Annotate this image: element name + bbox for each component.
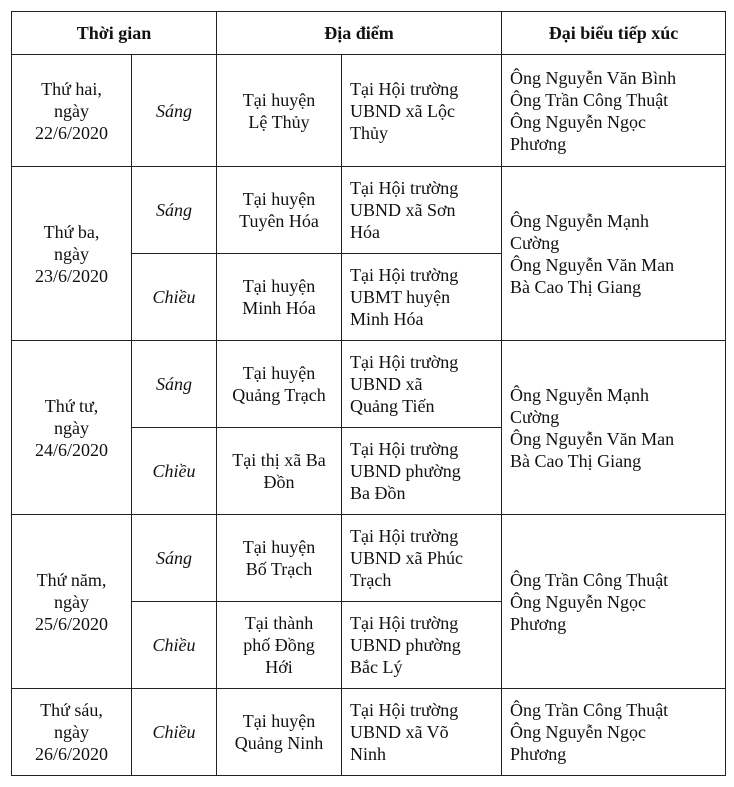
venue-line: Bắc Lý	[350, 657, 403, 677]
venue-line: Hóa	[350, 222, 380, 242]
session-cell: Sáng	[132, 341, 217, 428]
district-line: Đồn	[263, 472, 295, 492]
delegate-line: Ông Nguyễn Ngọc	[510, 111, 646, 132]
session-cell: Chiều	[132, 254, 217, 341]
district-cell	[217, 167, 342, 254]
day-line: 22/6/2020	[34, 122, 108, 143]
district-line: Quảng Trạch	[232, 385, 326, 405]
session-cell: Sáng	[132, 55, 217, 167]
venue-cell	[342, 167, 502, 254]
session-cell: Chiều	[132, 428, 217, 515]
district-cell	[217, 428, 342, 515]
delegates-cell	[502, 515, 726, 689]
venue-cell	[342, 341, 502, 428]
district-line: Minh Hóa	[242, 298, 316, 318]
day-line: ngày	[54, 243, 89, 264]
delegates-cell	[502, 167, 726, 341]
district-line: Tại huyện	[242, 189, 316, 209]
district-cell	[217, 515, 342, 602]
day-line: ngày	[54, 100, 89, 121]
venue-line: UBND xã Lộc	[350, 100, 455, 121]
district-line: Tuyên Hóa	[239, 211, 319, 231]
district-line: Tại thị xã Ba	[232, 450, 326, 470]
table-row	[12, 515, 726, 602]
venue-cell	[342, 254, 502, 341]
delegate-line: Ông Nguyễn Mạnh	[510, 210, 649, 231]
day-line: Thứ hai,	[41, 78, 102, 99]
district-line: Tại huyện	[242, 89, 316, 110]
table-row	[12, 689, 726, 776]
venue-line: UBND xã Phúc	[350, 548, 463, 568]
district-line: Tại thành	[244, 613, 314, 633]
district-cell	[217, 602, 342, 689]
delegate-line: Ông Nguyễn Văn Man	[510, 254, 675, 275]
district-cell	[217, 341, 342, 428]
venue-line: Tại Hội trường	[350, 78, 459, 99]
delegate-line: Ông Nguyễn Ngọc	[510, 591, 646, 612]
venue-line: UBND xã	[350, 374, 423, 394]
district-line: Tại huyện	[242, 276, 316, 296]
day-line: 23/6/2020	[34, 265, 108, 286]
day-cell	[12, 515, 132, 689]
venue-cell	[342, 602, 502, 689]
delegate-line: Ông Nguyễn Văn Bình	[510, 67, 677, 88]
venue-line: UBND phường	[350, 461, 461, 481]
header-delegates: Đại biểu tiếp xúc	[502, 12, 726, 55]
table-row	[12, 341, 726, 428]
session-cell: Sáng	[132, 515, 217, 602]
day-line: Thứ năm,	[36, 569, 107, 590]
delegate-line: Ông Nguyễn Mạnh	[510, 384, 649, 405]
table-row	[12, 55, 726, 167]
delegate-line: Ông Nguyễn Văn Man	[510, 428, 675, 449]
delegates-cell	[502, 341, 726, 515]
day-cell	[12, 341, 132, 515]
venue-line: Tại Hội trường	[350, 439, 459, 459]
delegates-cell	[502, 55, 726, 167]
venue-line: UBND xã Sơn	[350, 200, 456, 220]
venue-cell	[342, 55, 502, 167]
district-line: Tại huyện	[242, 711, 316, 731]
day-line: Thứ tư,	[44, 395, 99, 416]
venue-line: Quảng Tiến	[350, 396, 435, 416]
day-line: ngày	[54, 722, 89, 742]
district-line: Tại huyện	[242, 537, 316, 557]
header-row	[12, 12, 726, 55]
session-cell: Chiều	[132, 689, 217, 776]
day-line: Thứ sáu,	[40, 700, 103, 720]
day-line: ngày	[54, 417, 89, 438]
venue-line: Tại Hội trường	[350, 352, 459, 372]
venue-line: Minh Hóa	[350, 309, 424, 329]
delegate-line: Phương	[510, 613, 567, 634]
delegate-line: Bà Cao Thị Giang	[510, 450, 642, 471]
district-line: Hới	[265, 657, 293, 677]
delegate-line: Ông Trần Công Thuật	[510, 569, 669, 590]
venue-line: Thủy	[350, 122, 388, 143]
district-cell	[217, 689, 342, 776]
venue-cell	[342, 515, 502, 602]
district-cell	[217, 254, 342, 341]
venue-line: Ninh	[350, 744, 386, 764]
district-line: phố Đồng	[243, 635, 315, 655]
delegate-line: Ông Trần Công Thuật	[510, 89, 669, 110]
delegates-cell	[502, 689, 726, 776]
session-cell: Chiều	[132, 602, 217, 689]
venue-line: Ba Đồn	[350, 483, 406, 503]
venue-line: Tại Hội trường	[350, 700, 459, 720]
district-line: Lệ Thủy	[248, 111, 310, 132]
district-cell	[217, 55, 342, 167]
venue-line: Tại Hội trường	[350, 526, 459, 546]
venue-cell	[342, 428, 502, 515]
venue-line: Trạch	[350, 570, 392, 590]
venue-line: Tại Hội trường	[350, 178, 459, 198]
day-cell	[12, 167, 132, 341]
delegate-line: Cường	[510, 232, 560, 253]
day-line: 26/6/2020	[34, 744, 108, 764]
delegate-line: Phương	[510, 744, 567, 764]
venue-line: UBMT huyện	[350, 287, 451, 307]
delegate-line: Ông Trần Công Thuật	[510, 700, 669, 720]
session-cell: Sáng	[132, 167, 217, 254]
delegate-line: Cường	[510, 406, 560, 427]
schedule-table	[11, 11, 726, 776]
day-line: ngày	[54, 591, 89, 612]
header-location: Địa điểm	[217, 12, 502, 55]
district-line: Tại huyện	[242, 363, 316, 383]
delegate-line: Phương	[510, 133, 567, 154]
district-line: Bố Trạch	[245, 559, 313, 579]
day-cell	[12, 55, 132, 167]
day-cell	[12, 689, 132, 776]
day-line: Thứ ba,	[43, 221, 100, 242]
venue-line: UBND phường	[350, 635, 461, 655]
day-line: 24/6/2020	[34, 439, 108, 460]
table-row	[12, 167, 726, 254]
venue-line: Tại Hội trường	[350, 613, 459, 633]
venue-line: Tại Hội trường	[350, 265, 459, 285]
delegate-line: Bà Cao Thị Giang	[510, 276, 642, 297]
day-line: 25/6/2020	[34, 613, 108, 634]
venue-line: UBND xã Võ	[350, 722, 449, 742]
district-line: Quảng Ninh	[234, 733, 324, 753]
venue-cell	[342, 689, 502, 776]
header-time: Thời gian	[12, 12, 217, 55]
delegate-line: Ông Nguyễn Ngọc	[510, 722, 646, 742]
